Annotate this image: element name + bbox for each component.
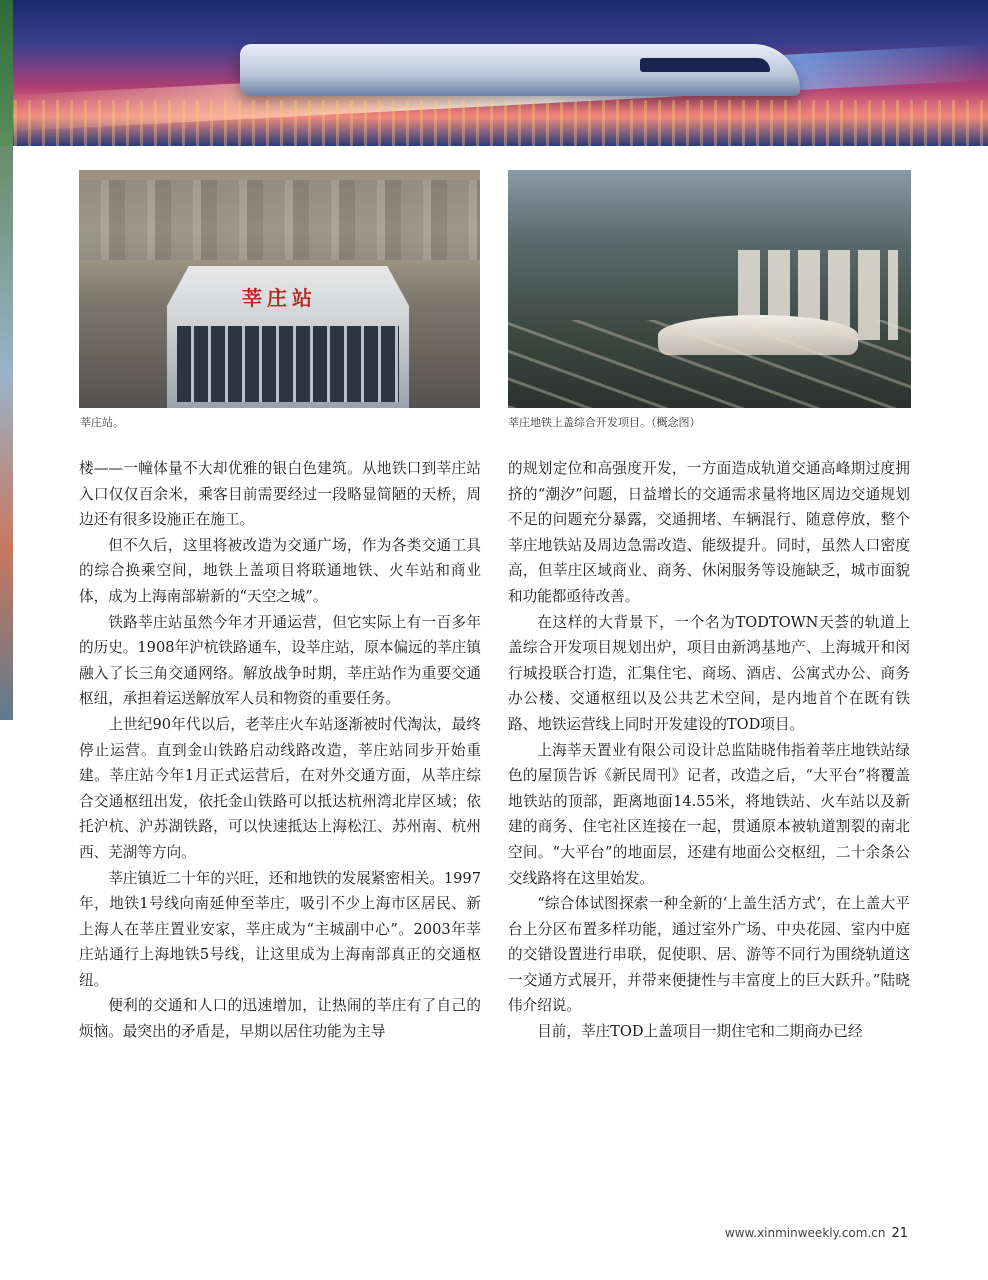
station-sign: 莘庄站 [242,286,317,310]
left-edge-photo [0,146,13,720]
station-facade-windows [177,326,399,402]
paragraph: 莘庄镇近二十年的兴旺，还和地铁的发展紧密相关。1997年，地铁1号线向南延伸至莘庄，吸引不少上海市区居民、新上海人在莘庄置业安家，莘庄成为“主城副中心”。2003年莘庄站通行上海地铁5号线，让这里成为上海南部真正的交通枢纽。 [79,869,481,989]
train-windshield [640,58,770,72]
paragraph: 在这样的大背景下，一个名为TODTOWN天荟的轨道上盖综合开发项目规划出炉，项目由新鸿基地产、上海城开和闵行城投联合打造，汇集住宅、商场、酒店、公寓式办公、商务办公楼、交通枢纽以及公共艺术空间，是内地首个在既有铁路、地铁运营线上同时开发建设的TOD项目。 [508,613,910,733]
left-edge-photo-top [0,0,13,146]
xinzhuang-station-photo [79,170,480,408]
paragraph: “综合体试图探索一种全新的‘上盖生活方式’，在上盖大平台上分区布置多样功能，通过室外广场、中央花园、室内中庭的交错设置进行串联，促使职、居、游等不同行为围绕轨道这一交通方式展开，并带来便捷性与丰富度上的巨大跃升。”陆晓伟介绍说。 [508,895,910,1015]
website-url: www.xinminweekly.com.cn [724,1226,886,1240]
paragraph: 铁路莘庄站虽然今年才开通运营，但它实际上有一百多年的历史。1908年沪杭铁路通车，设莘庄站，原本偏远的莘庄镇融入了长三角交通网络。解放战争时期，莘庄站作为重要交通枢纽，承担着运送解放军人员和物资的重要任务。 [79,613,481,708]
city-skyline [79,180,480,260]
paragraph: 但不久后，这里将被改造为交通广场，作为各类交通工具的综合换乘空间，地铁上盖项目将联通地铁、火车站和商业体，成为上海南部崭新的“天空之城”。 [79,536,481,605]
page-number: 21 [891,1226,908,1241]
tod-concept-photo [508,170,911,408]
paragraph: 楼——一幢体量不大却优雅的银白色建筑。从地铁口到莘庄站入口仅仅百余米，乘客目前需要经过一段略显简陋的天桥，周边还有很多设施正在施工。 [79,460,481,529]
header-banner-image [0,0,988,146]
paragraph: 便利的交通和人口的迅速增加，让热闹的莘庄有了自己的烦恼。最突出的矛盾是，早期以居住功能为主导 [79,997,481,1041]
paragraph: 上海莘天置业有限公司设计总监陆晓伟指着莘庄地铁站绿色的屋顶告诉《新民周刊》记者，改造之后，“大平台”将覆盖地铁站的顶部，距离地面14.55米，将地铁站、火车站以及新建的商务、住宅社区连接在一起，贯通原本被轨道割裂的南北空间。“大平台”的地面层，还建有地面公交枢纽，二十余条公交线路将在这里始发。 [508,741,910,887]
highway-interchange [508,320,911,408]
article-column-right [508,456,910,1045]
paragraph: 上世纪90年代以后，老莘庄火车站逐渐被时代淘汰，最终停止运营。直到金山铁路启动线路改造，莘庄站同步开始重建。莘庄站今年1月正式运营后，在对外交通方面，从莘庄综合交通枢纽出发，依托金山铁路可以抵达杭州湾北岸区域；依托沪杭、沪苏湖铁路，可以快速抵达上海松江、苏州南、杭州西、芜湖等方向。 [79,715,481,861]
photo-caption-left: 莘庄站。 [80,416,124,429]
city-lights [0,100,988,146]
paragraph: 目前，莘庄TOD上盖项目一期住宅和二期商办已经 [537,1023,863,1041]
article-column-left [79,456,481,1045]
paragraph: 的规划定位和高强度开发，一方面造成轨道交通高峰期过度拥挤的“潮汐”问题，日益增长的交通需求量将地区周边交通规划不足的问题充分暴露，交通拥堵、车辆混行、随意停放，整个莘庄地铁站及周边急需改造、能级提升。同时，虽然人口密度高，但莘庄区域商业、商务、休闲服务等设施缺乏，城市面貌和功能都亟待改善。 [508,460,910,605]
page-footer [725,1226,908,1241]
photo-caption-right: 莘庄地铁上盖综合开发项目。（概念图） [508,416,701,429]
